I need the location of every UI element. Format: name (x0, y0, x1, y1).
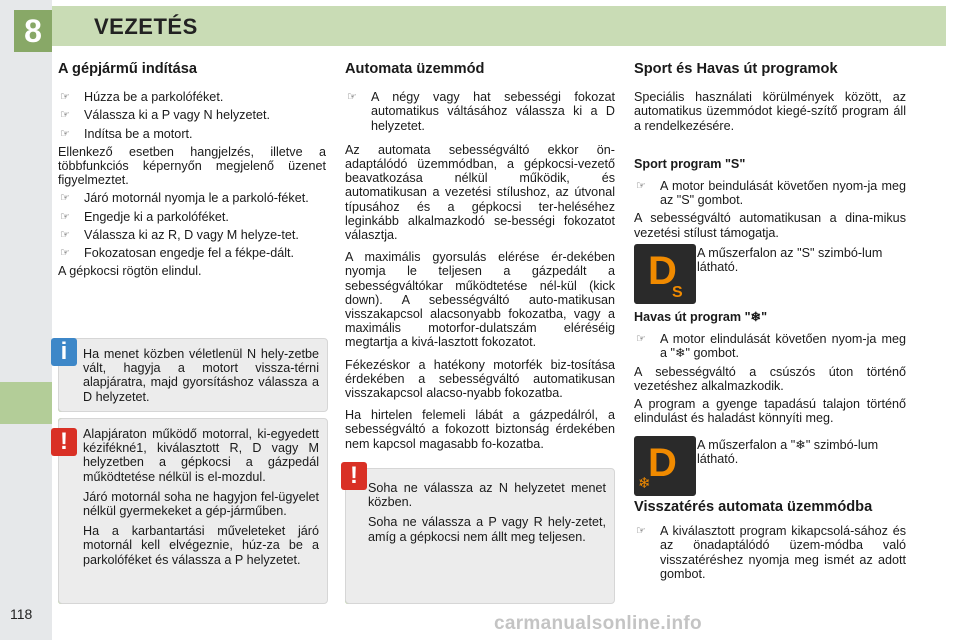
list-item-text: A kiválasztott program kikapcsolá-sához és az önadaptálódó üzem-módba való visszatéréshez nyomja meg ismét az adott gombot. (660, 524, 906, 581)
chapter-side-tab (0, 382, 52, 424)
sport-caption: A műszerfalon az "S" szimbó-lum látható. (697, 246, 883, 275)
list-item (345, 90, 615, 133)
warning-note-neutral (345, 468, 615, 604)
column-automatic-mode (345, 62, 615, 459)
pointer-icon: ☞ (60, 247, 70, 260)
sport-symbol: S (672, 284, 683, 301)
intro-paragraph: Speciális használati körülmények között, az automatikus üzemmódot kiegé-szítő program áll a rendelkezésére. (634, 90, 906, 133)
snow-caption: A műszerfalon a "❄" szimbó-lum látható. (697, 438, 879, 467)
body-paragraph: Ha hirtelen felemeli lábát a gázpedálról, a sebességváltó a fokozott biztonság érdekében nem kapcsol magasabb fo-kozatba. (345, 408, 615, 451)
warning-icon: ! (51, 428, 77, 456)
pointer-icon: ☞ (60, 127, 70, 140)
list-item-text: Válassza ki a P vagy N helyzetet. (84, 108, 270, 123)
list-item-text: Fokozatosan engedje fel a fékpe-dált. (84, 246, 295, 261)
column-sport-snow (634, 62, 906, 248)
chapter-number: 8 (14, 10, 52, 52)
pointer-icon: ☞ (60, 109, 70, 122)
pointer-icon: ☞ (347, 91, 357, 104)
list-item-text: A négy vagy hat sebességi fokozat automatikus váltásához válassza ki a D helyzetet. (371, 90, 615, 133)
info-note (58, 338, 328, 412)
list-item-text: Húzza be a parkolóféket. (84, 90, 224, 105)
pointer-icon: ☞ (636, 525, 646, 538)
list-item-text: Indítsa be a motort. (84, 126, 193, 141)
list-item-text: A motor beindulását követően nyom-ja meg az "S" gombot. (660, 179, 906, 208)
warning-note-paragraph: Soha ne válassza az N helyzetet menet közben. (368, 481, 606, 510)
warning-note-paragraph: Alapjáraton működő motorral, ki-egyedett kézifékné1, kiválasztott R, D vagy M helyzetben a gépkocsi a gázpedál működtetése nélkül is el-mozdul. (83, 427, 319, 484)
list-item (634, 332, 906, 360)
warning-icon: ! (341, 462, 367, 490)
body-paragraph: Az automata sebességváltó ekkor ön-adaptálódó üzemmódban, a gépkocsi-vezető beavatkozása nélkül működik, és automatikusan a vezetési stílushoz, az útvonal típusához és a gépkocsi ter-heléséhez leginkább alkalmazkodó se-bességi fokozatot választja. (345, 142, 615, 243)
snow-program-heading: Havas út program "❄" (634, 310, 768, 324)
list-item (58, 228, 326, 242)
pointer-icon: ☞ (60, 91, 70, 104)
list-item (634, 524, 906, 581)
pointer-icon: ☞ (60, 228, 70, 241)
body-paragraph: A maximális gyorsulás elérése ér-dekében nyomja le teljesen a gázpedált a sebességváltókar működtetése nél-kül (kick down). A sebességváltó auto-matikusan visszakapcsol alacsonyabb fokozatba, vagy a maximális motorfor-dulatszám eléréséig megtartja a kivá-lasztott fokozatot. (345, 250, 615, 350)
sport-display-image (634, 244, 696, 304)
warning-note-paragraph: Ha a karbantartási műveleteket járó motornál kell elvégeznie, húz-za be a parkolóféket és válassza a P helyzetet. (83, 524, 319, 567)
pointer-icon: ☞ (60, 192, 70, 205)
body-paragraph: A sebességváltó a csúszós úton történő vezetéshez alkalmazkodik. (634, 364, 906, 393)
list-item-text: Engedje ki a parkolóféket. (84, 209, 229, 224)
warning-note-idle (58, 418, 328, 604)
left-sidebar (0, 0, 52, 640)
sport-program-heading: Sport program "S" (634, 156, 746, 171)
pointer-icon: ☞ (636, 180, 646, 193)
watermark: carmanualsonline.info (494, 613, 702, 634)
page-number: 118 (10, 606, 33, 622)
snowflake-icon: ❄ (638, 475, 651, 492)
body-paragraph: A program a gyenge tapadású talajon történő elindulást és haladást könnyíti meg. (634, 397, 906, 426)
body-paragraph: A sebességváltó automatikusan a dina-mikus vezetési stílust támogatja. (634, 211, 906, 240)
gear-d-symbol: D (648, 249, 677, 293)
return-heading: Visszatérés automata üzemmódba (634, 499, 873, 515)
warning-note-paragraph: Járó motornál soha ne hagyjon fel-ügyelet nélkül gyermekeket a gép-járműben. (83, 489, 319, 519)
return-section (634, 500, 906, 585)
list-item (58, 108, 326, 122)
snow-display-image (634, 436, 696, 496)
automatic-heading: Automata üzemmód (345, 61, 485, 77)
sport-snow-heading: Sport és Havas út programok (634, 61, 838, 77)
list-item (58, 191, 326, 205)
body-paragraph: Fékezéskor a hatékony motorfék biz-tosítása érdekében a sebességváltó automatikusan visszakapcsol alacso-nyabb fokozatba. (345, 357, 615, 401)
starting-heading: A gépjármű indítása (58, 61, 197, 77)
list-item (58, 127, 326, 141)
list-item (58, 246, 326, 260)
list-item (634, 179, 906, 207)
column-starting-vehicle (58, 62, 326, 286)
warning-paragraph: Ellenkező esetben hangjelzés, illetve a többfunkciós képernyőn megjelenő üzenet figyelmeztet. (58, 144, 326, 188)
warning-note-paragraph: Soha ne válassza a P vagy R hely-zetet, amíg a gépkocsi nem állt meg teljesen. (368, 515, 606, 544)
closing-paragraph: A gépkocsi rögtön elindul. (58, 264, 202, 279)
list-item-text: Járó motornál nyomja le a parkoló-féket. (84, 191, 309, 206)
list-item-text: Válassza ki az R, D vagy M helyze-tet. (84, 227, 299, 242)
snow-program-section (634, 310, 906, 433)
info-icon: i (51, 338, 77, 366)
gear-d-symbol: D (648, 441, 677, 485)
list-item-text: A motor elindulását követően nyom-ja meg a "❄" gombot. (660, 332, 906, 361)
list-item (58, 90, 326, 104)
list-item (58, 210, 326, 224)
page-title: VEZETÉS (94, 14, 198, 39)
pointer-icon: ☞ (60, 210, 70, 223)
pointer-icon: ☞ (636, 333, 646, 346)
info-note-text: Ha menet közben véletlenül N hely-zetbe vált, hagyja a motort vissza-térni alapjáratra, majd gyorsításhoz válassza a D helyzetet. (83, 347, 319, 404)
